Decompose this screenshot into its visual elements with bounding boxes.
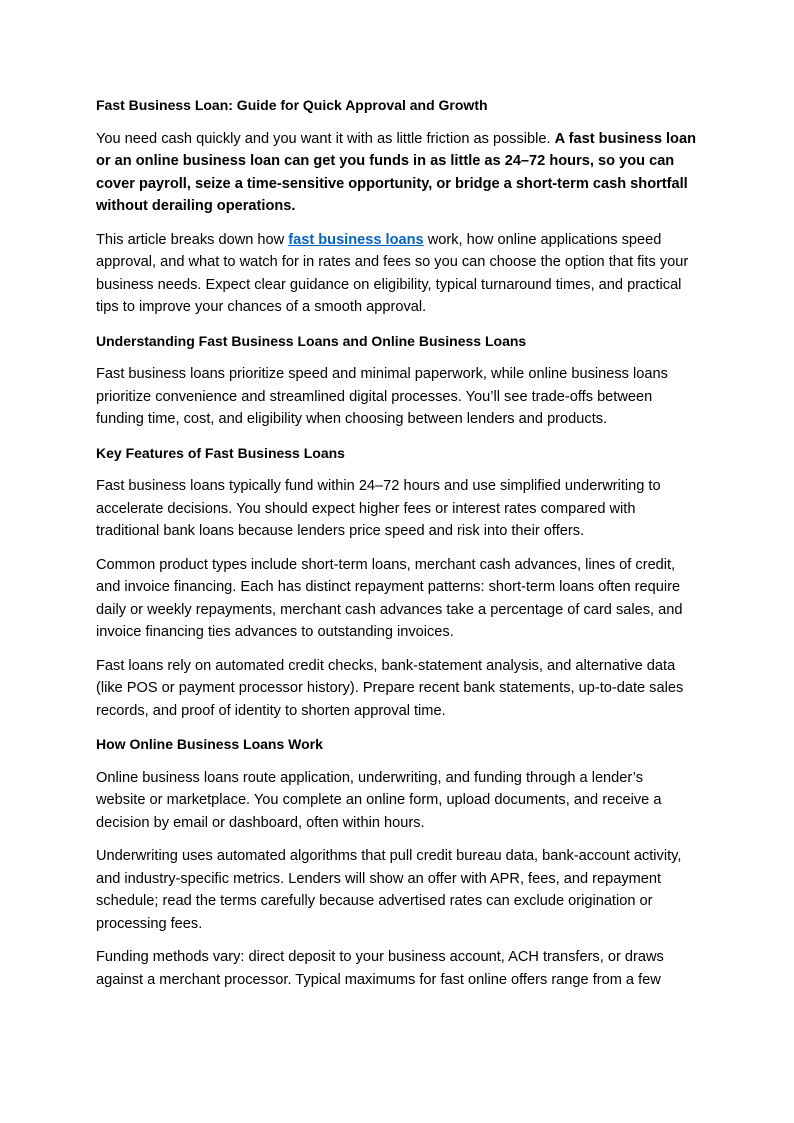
document-page <box>96 94 696 1002</box>
section2-paragraph-1: Fast business loans typically fund within 24–72 hours and use simplified underwriting to accelerate decisions. You should expect higher fees or interest rates compared with traditional bank loans because lenders price speed and risk into their offers. <box>96 478 661 539</box>
intro-bold-text: A fast business loan or an online business loan can get you funds in as little as 24–72 hours, so you can cover payroll, seize a time-sensitive opportunity, or bridge a short-term cash shortfall without derailing operations. <box>96 130 696 214</box>
section1-paragraph-1: Fast business loans prioritize speed and minimal paperwork, while online business loans prioritize convenience and streamlined digital processes. You’ll see trade-offs between funding time, cost, and eligibility when choosing between lenders and products. <box>96 366 668 427</box>
intro-text: You need cash quickly and you want it with as little friction as possible. <box>96 130 555 147</box>
section2-heading: Key Features of Fast Business Loans <box>96 444 345 461</box>
intro-paragraph <box>96 128 696 218</box>
document-title: Fast Business Loan: Guide for Quick Approval and Growth <box>96 97 488 113</box>
overview-text-before: This article breaks down how <box>96 231 289 248</box>
section3-paragraph-2: Underwriting uses automated algorithms that pull credit bureau data, bank-account activity, and industry-specific metrics. Lenders will show an offer with APR, fees, and repayment schedule; read the terms carefully because advertised rates can exclude origination or processing fees. <box>96 848 682 932</box>
overview-text-after: work, how online applications speed approval, and what to watch for in rates and fees so you can choose the option that fits your business needs. Expect clear guidance on eligibility, typical turnaround times, and practical tips to improve your chances of a smooth approval. <box>96 231 689 315</box>
section3-heading: How Online Business Loans Work <box>96 736 323 752</box>
section1-heading: Understanding Fast Business Loans and Online Business Loans <box>96 332 527 349</box>
section2-paragraph-3: Fast loans rely on automated credit checks, bank-statement analysis, and alternative data (like POS or payment processor history). Prepare recent bank statements, up-to-date sales records, and proof of identity to shorten approval time. <box>96 657 684 719</box>
section3-paragraph-1: Online business loans route application, underwriting, and funding through a lender’s website or marketplace. You complete an online form, upload documents, and receive a decision by email or dashboard, often within hours. <box>96 769 662 831</box>
overview-paragraph <box>96 229 696 319</box>
fast-business-loans-link[interactable]: fast business loans <box>288 231 424 248</box>
section2-paragraph-2: Common product types include short-term loans, merchant cash advances, lines of credit, and invoice financing. Each has distinct repayment patterns: short-term loans often require daily or weekly repayments, merchant cash advances take a percentage of card sales, and invoice financing ties advances to outstanding invoices. <box>96 556 683 640</box>
section3-paragraph-3: Funding methods vary: direct deposit to your business account, ACH transfers, or draws against a merchant processor. Typical maximums for fast online offers range from a few <box>96 949 664 988</box>
